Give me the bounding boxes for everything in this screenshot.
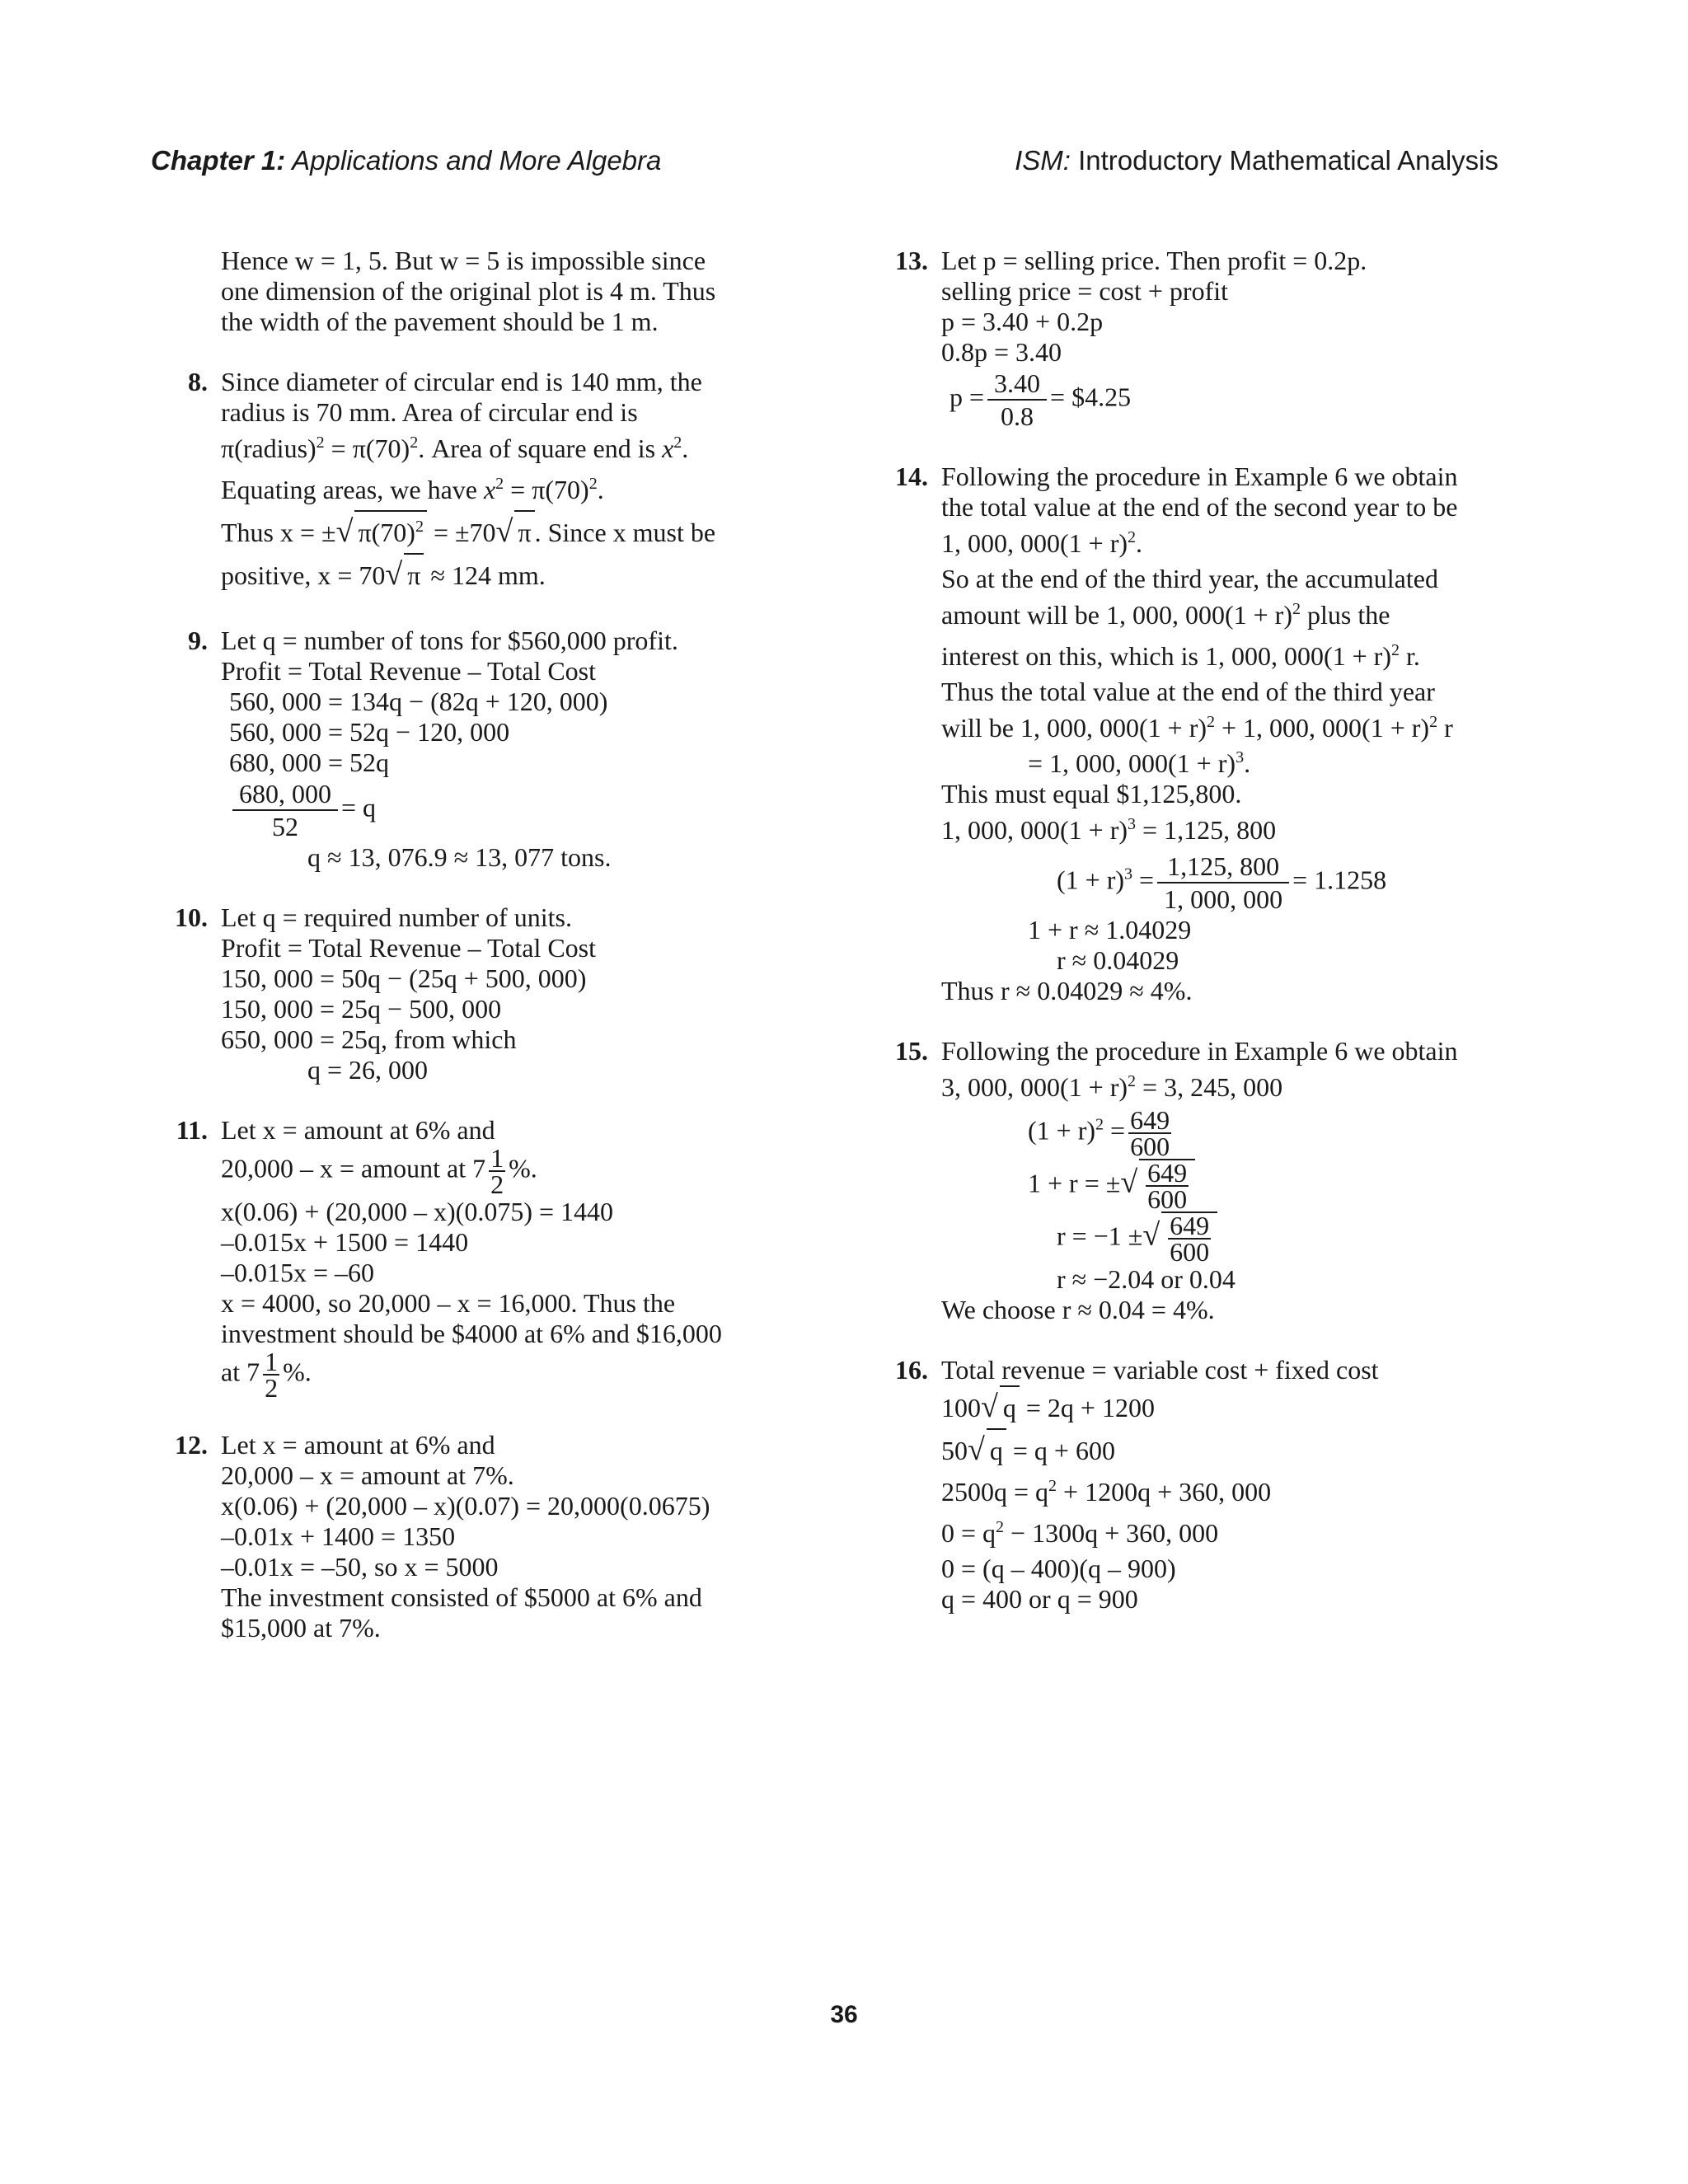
equation-line: 560, 000 = 52q − 120, 000 (229, 717, 510, 747)
page-number: 36 (830, 2001, 858, 2028)
left-column (162, 246, 788, 1673)
text-line: the total value at the end of the second year to be (941, 492, 1458, 522)
equation-line: 150, 000 = 50q − (25q + 500, 000) (221, 963, 587, 993)
equation-line (221, 778, 788, 842)
math-text: x = ± (280, 518, 336, 547)
math-text: = 1,125, 800 (1136, 815, 1277, 845)
problem-14 (882, 462, 1525, 1006)
problem-12 (162, 1430, 788, 1643)
text-line: Since diameter of circular end is 140 mm, the (221, 367, 702, 396)
equation-line (941, 1471, 1525, 1512)
fraction (1157, 851, 1289, 915)
equation-line: 1 + r ≈ 1.04029 (1028, 915, 1192, 944)
equation-line (941, 1105, 1525, 1161)
math-text: 2500q = q (941, 1477, 1049, 1507)
problem-number: 14. (895, 462, 928, 491)
text-line: So at the end of the third year, the accumulated (941, 564, 1438, 593)
problem-number: 8. (188, 367, 208, 396)
math-var: x (483, 475, 496, 504)
math-text: Thus (221, 518, 280, 547)
problem-11 (162, 1115, 788, 1403)
exponent: 2 (410, 434, 419, 452)
math-text: 1 + r = ± (1028, 1168, 1121, 1198)
text-line: Thus r ≈ 0.04029 ≈ 4%. (941, 976, 1193, 1005)
denominator: 600 (1147, 1184, 1188, 1214)
math-text: . (597, 475, 604, 504)
math-text: = (1132, 865, 1155, 895)
numerator: 3.40 (987, 368, 1047, 401)
math-text: 1, 000, 000(1 + r) (941, 528, 1128, 558)
math-text: x = 70 (317, 560, 386, 590)
radicand: q (1000, 1385, 1020, 1428)
radical-sign: √ (335, 514, 354, 549)
math-text: = q + 600 (1006, 1436, 1115, 1465)
fraction (1168, 1211, 1211, 1267)
math-text: amount will be 1, 000, 000(1 + r) (941, 600, 1292, 630)
numerator: 1 (265, 1347, 279, 1376)
denominator: 600 (1130, 1132, 1170, 1161)
equation-line (221, 1143, 788, 1199)
text-line: selling price = cost + profit (941, 276, 1229, 306)
radicand (354, 510, 426, 553)
exponent: 2 (1095, 1115, 1104, 1134)
fraction (987, 368, 1047, 432)
math-text: at 7 (221, 1357, 260, 1387)
exponent: 2 (1128, 528, 1137, 546)
text-line: We choose r ≈ 0.04 = 4%. (941, 1295, 1215, 1324)
numerator: 649 (1130, 1105, 1170, 1135)
equation-line (941, 368, 1525, 432)
exponent: 2 (495, 475, 504, 493)
math-text: + 1200q + 360, 000 (1057, 1477, 1272, 1507)
text-line: radius is 70 mm. Area of circular end is (221, 397, 638, 427)
radicand: q (987, 1428, 1006, 1471)
math-text: 20,000 – x = amount at 7 (221, 1153, 486, 1183)
problem-number: 15. (895, 1036, 928, 1066)
math-text: = 1, 000, 000(1 + r) (1028, 748, 1236, 778)
numerator: 1 (490, 1143, 504, 1173)
equation-line: q ≈ 13, 076.9 ≈ 13, 077 tons. (307, 842, 612, 872)
denominator: 600 (1170, 1237, 1210, 1267)
math-text: plus the (1300, 600, 1390, 630)
text-line: investment should be $4000 at 6% and $16,000 (221, 1319, 722, 1348)
fraction (1128, 1105, 1171, 1161)
math-text: (1 + r) (1028, 1115, 1096, 1146)
math-text: %. (509, 1153, 537, 1183)
text-line: –0.015x = –60 (221, 1258, 375, 1287)
radical-sign: √ (1120, 1165, 1138, 1200)
equation-line (221, 469, 788, 510)
radicand (1161, 1211, 1217, 1267)
math-text: interest on this, which is 1, 000, 000(1 + r) (941, 641, 1391, 671)
equation-line (941, 1159, 1525, 1212)
radical-sign: √ (385, 557, 403, 592)
text-line: Let q = required number of units. (221, 902, 572, 932)
problem-number: 16. (895, 1355, 928, 1385)
problem-9 (162, 626, 788, 873)
exponent: 2 (673, 434, 682, 452)
text-line: Following the procedure in Example 6 we obtain (941, 1036, 1458, 1066)
equation-line: 150, 000 = 25q − 500, 000 (221, 994, 502, 1024)
text-line: Total revenue = variable cost + fixed cost (941, 1355, 1379, 1385)
exponent: 2 (1390, 641, 1400, 659)
exponent: 2 (588, 475, 598, 493)
text-line: 20,000 – x = amount at 7%. (221, 1460, 514, 1490)
math-text: = π(70) (324, 434, 410, 463)
exponent: 3 (1128, 815, 1137, 833)
problem-number: 12. (175, 1430, 208, 1460)
problem-15 (882, 1036, 1525, 1325)
math-text: r. (1399, 641, 1420, 671)
problem-number: 11. (176, 1115, 208, 1145)
math-text: positive, (221, 560, 318, 590)
problem-8 (162, 367, 788, 596)
exponent: 2 (1048, 1477, 1057, 1495)
equation-line (941, 1385, 1525, 1428)
problem-13 (882, 246, 1525, 432)
text-line: 0.8p = 3.40 (941, 337, 1062, 367)
math-text: π(radius) (221, 434, 316, 463)
math-text: (1 + r) (1057, 865, 1125, 895)
math-text: . Area of square end is (418, 434, 663, 463)
problem-number: 9. (188, 626, 208, 655)
math-text: = (1104, 1115, 1126, 1146)
math-text: 1, 000, 000(1 + r) (941, 815, 1128, 845)
math-text: = 1.1258 (1292, 865, 1387, 895)
text-line: –0.01x + 1400 = 1350 (221, 1521, 456, 1551)
text-line: Profit = Total Revenue – Total Cost (221, 933, 597, 963)
book-title: Introductory Mathematical Analysis (1078, 145, 1498, 176)
radicand (1139, 1159, 1195, 1212)
math-text: r = −1 ± (1057, 1221, 1143, 1251)
text-line: Following the procedure in Example 6 we obtain (941, 462, 1458, 491)
problem-16 (882, 1355, 1525, 1615)
exponent: 2 (1429, 713, 1438, 731)
math-text: 50 (941, 1436, 968, 1465)
right-column (882, 246, 1525, 1644)
numerator: 1,125, 800 (1157, 851, 1289, 883)
exponent: 2 (1292, 600, 1301, 618)
problem-10 (162, 902, 788, 1085)
fraction (1146, 1160, 1189, 1212)
radicand: π (514, 510, 534, 553)
numerator: 649 (1170, 1211, 1210, 1240)
problem-number: 13. (895, 246, 928, 275)
radical-sign: √ (981, 1390, 998, 1424)
denominator: 2 (490, 1169, 504, 1199)
math-text: π(70) (358, 518, 415, 547)
running-header-chapter (151, 145, 661, 176)
equation-line: q = 26, 000 (307, 1055, 429, 1085)
math-text: . (682, 434, 689, 463)
math-text: . Since x must be (534, 518, 716, 547)
math-text: 100 (941, 1393, 981, 1422)
math-text: 0 = q (941, 1518, 996, 1548)
numerator: 680, 000 (232, 778, 338, 811)
text-line: the width of the pavement should be 1 m. (221, 307, 659, 336)
text-line: q = 400 or q = 900 (941, 1584, 1138, 1614)
math-text: r (1437, 713, 1453, 743)
text-line: x(0.06) + (20,000 – x)(0.075) = 1440 (221, 1197, 614, 1226)
denominator: 52 (272, 812, 298, 841)
exponent: 2 (1207, 713, 1215, 731)
text-line: Profit = Total Revenue – Total Cost (221, 656, 597, 686)
text-line: The investment consisted of $5000 at 6% and (221, 1582, 702, 1612)
math-text: = 2q + 1200 (1019, 1393, 1155, 1422)
equation-line (221, 1347, 788, 1403)
math-var: x (662, 434, 674, 463)
fraction (489, 1143, 505, 1199)
text-line: 0 = (q – 400)(q – 900) (941, 1554, 1176, 1583)
chapter-label: Chapter 1: (151, 145, 286, 176)
equation-line (221, 428, 788, 469)
math-text: %. (283, 1357, 312, 1387)
exponent: 3 (1124, 865, 1133, 883)
equation-line: 680, 000 = 52q (229, 748, 390, 777)
equation-line (221, 553, 788, 596)
math-text: = q (341, 792, 377, 823)
math-text: ≈ 124 mm. (424, 560, 546, 590)
text-line: Thus the total value at the end of the third year (941, 677, 1435, 706)
text-line: –0.015x + 1500 = 1440 (221, 1227, 469, 1257)
equation-line (941, 594, 1525, 635)
equation-line (221, 510, 788, 553)
book-label: ISM: (1015, 145, 1071, 176)
math-text: . (1244, 748, 1251, 778)
text-line: $15,000 at 7%. (221, 1613, 381, 1643)
equation-line: 650, 000 = 25q, from which (221, 1024, 517, 1054)
exponent: 2 (1128, 1072, 1137, 1090)
equation-line (941, 635, 1525, 677)
math-text: = ±70 (426, 518, 496, 547)
exponent: 2 (316, 434, 325, 452)
math-text: 3, 000, 000(1 + r) (941, 1072, 1128, 1102)
problem-number: 10. (175, 902, 208, 932)
equation-line (941, 809, 1525, 851)
fraction (263, 1347, 279, 1403)
equation-line (941, 707, 1525, 748)
text-line: p = 3.40 + 0.2p (941, 307, 1104, 336)
equation-line: 560, 000 = 134q − (82q + 120, 000) (229, 687, 608, 716)
text-line: x(0.06) + (20,000 – x)(0.07) = 20,000(0.0675) (221, 1491, 710, 1521)
math-text: will be 1, 000, 000(1 + r) (941, 713, 1207, 743)
math-text: . (1136, 528, 1143, 558)
denominator: 1, 000, 000 (1164, 884, 1283, 914)
math-text: = 3, 245, 000 (1136, 1072, 1283, 1102)
denominator: 2 (265, 1373, 279, 1403)
fraction (232, 778, 338, 842)
math-text: = π(70) (504, 475, 589, 504)
math-text: p = (950, 382, 985, 412)
equation-line: r ≈ 0.04029 (1057, 945, 1179, 975)
running-header-book (1015, 145, 1498, 176)
math-text: − 1300q + 360, 000 (1004, 1518, 1219, 1548)
radical-sign: √ (495, 514, 513, 549)
text-line: one dimension of the original plot is 4 m. Thus (221, 276, 716, 306)
text-line: This must equal $1,125,800. (941, 779, 1242, 808)
equation-line (941, 1211, 1525, 1267)
math-text: Equating areas, we have (221, 475, 484, 504)
radical-sign: √ (1142, 1217, 1160, 1253)
chapter-title: Applications and More Algebra (292, 145, 662, 176)
problem-7-continued (162, 246, 788, 337)
equation-line (941, 1512, 1525, 1554)
exponent: 2 (415, 518, 424, 536)
equation-line (941, 748, 1525, 779)
equation-line (941, 1066, 1525, 1108)
text-line: Hence w = 1, 5. But w = 5 is impossible since (221, 246, 706, 275)
math-text: = $4.25 (1050, 382, 1132, 412)
radical-sign: √ (968, 1432, 985, 1467)
radicand: π (404, 553, 424, 596)
equation-line (941, 523, 1525, 564)
text-line: x = 4000, so 20,000 – x = 16,000. Thus the (221, 1288, 676, 1318)
text-line: Let x = amount at 6% and (221, 1430, 495, 1460)
exponent: 2 (996, 1518, 1005, 1536)
text-line: Let x = amount at 6% and (221, 1115, 495, 1145)
equation-line (941, 1428, 1525, 1471)
equation-line (941, 851, 1525, 915)
text-line: Let q = number of tons for $560,000 profit. (221, 626, 678, 655)
math-text: + 1, 000, 000(1 + r) (1215, 713, 1430, 743)
equation-line: r ≈ −2.04 or 0.04 (1057, 1264, 1236, 1294)
text-line: –0.01x = –50, so x = 5000 (221, 1552, 499, 1582)
numerator: 649 (1147, 1158, 1188, 1188)
exponent: 3 (1236, 748, 1245, 766)
denominator: 0.8 (1001, 401, 1034, 431)
text-line: Let p = selling price. Then profit = 0.2p. (941, 246, 1367, 275)
